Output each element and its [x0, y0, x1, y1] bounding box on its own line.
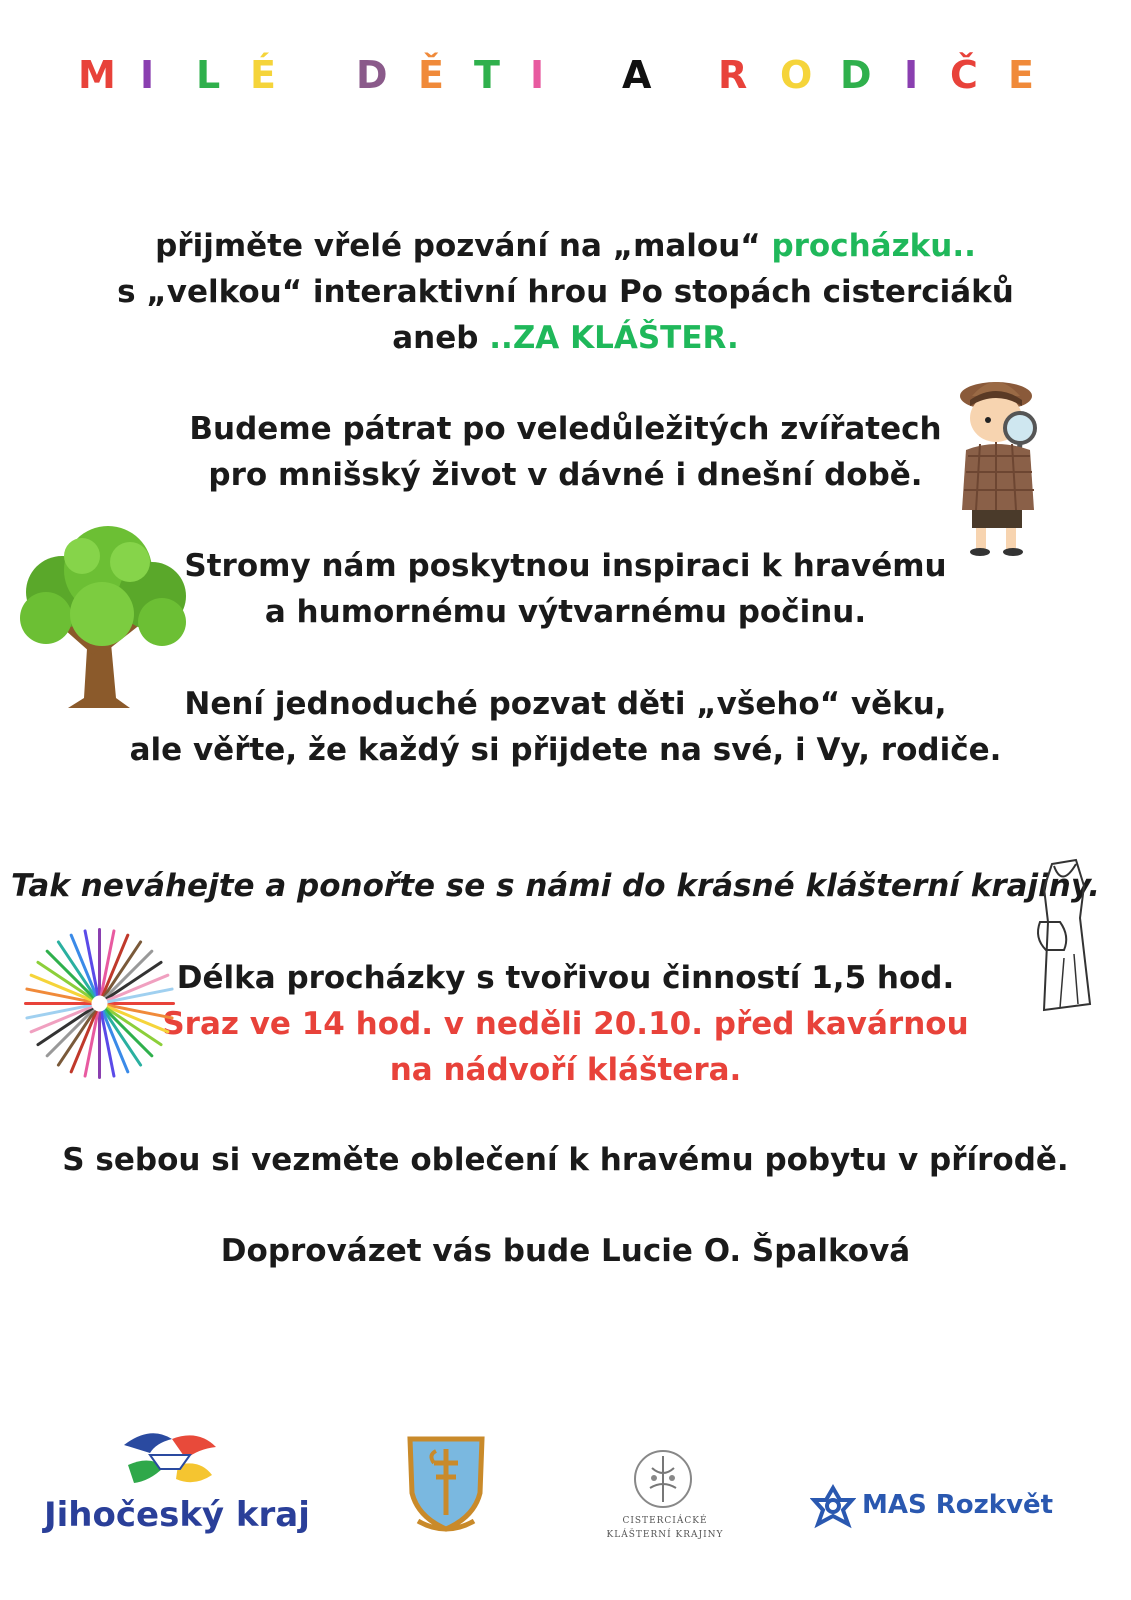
- title-letter: D: [356, 53, 388, 97]
- dive-line: Tak neváhejte a ponořte se s námi do krásné klášterní krajiny.: [10, 868, 1101, 904]
- detective-illustration: [950, 372, 1050, 558]
- invite-line-1b: procházku..: [771, 228, 976, 264]
- pencils-center: [92, 996, 108, 1012]
- jihocesky-kraj-emblem: [120, 1425, 220, 1489]
- clothes-text: [0, 1137, 1131, 1183]
- invite-line-3b: ..ZA KLÁŠTER.: [489, 320, 739, 356]
- tree-illustration: [12, 522, 190, 710]
- title-letter: A: [622, 53, 652, 97]
- title-letter: Č: [950, 53, 978, 97]
- title-letter: T: [474, 53, 500, 97]
- monk-sketch: [1030, 858, 1096, 1016]
- ages-line-1: Není jednoduché pozvat děti „všeho“ věku,: [184, 686, 947, 722]
- meeting-line-2: na nádvoří kláštera.: [389, 1052, 742, 1088]
- cisterciacke-emblem: [632, 1448, 694, 1510]
- title-letter: R: [718, 53, 748, 97]
- guide-line: Doprovázet vás bude Lucie O. Špalková: [220, 1233, 911, 1269]
- mas-rozkvet-label: MAS Rozkvět: [862, 1490, 1054, 1520]
- invitation-text: [0, 223, 1131, 361]
- clothes-line: S sebou si vezměte oblečení k hravému pobytu v přírodě.: [62, 1142, 1069, 1178]
- title-letter: E: [1008, 53, 1034, 97]
- trees-line-1: Stromy nám poskytnou inspiraci k hravému: [184, 548, 947, 584]
- cisterciacke-label-2: KLÁŠTERNÍ KRAJINY: [606, 1530, 724, 1540]
- meeting-line-1: Sraz ve 14 hod. v neděli 20.10. před kavárnou: [162, 1006, 969, 1042]
- animals-line-2: pro mnišský život v dávné i dnešní době.: [208, 457, 923, 493]
- mas-rozkvet-logo: [810, 1484, 1054, 1534]
- jihocesky-kraj-logo: [44, 1425, 314, 1545]
- title-letter: Ě: [418, 53, 444, 97]
- invite-line-2: s „velkou“ interaktivní hrou Po stopách cisterciáků: [117, 274, 1014, 310]
- cisterciacke-krajiny-logo: [600, 1448, 730, 1548]
- title-letter: I: [140, 53, 155, 97]
- title-letter: M: [78, 53, 116, 97]
- colored-pencils-illustration: [22, 926, 177, 1081]
- mas-rozkvet-emblem: [810, 1484, 856, 1530]
- ages-line-2: ale věřte, že každý si přijdete na své, i Vy, rodiče.: [129, 732, 1002, 768]
- page-title: [78, 50, 1058, 100]
- title-letter: O: [780, 53, 813, 97]
- coat-of-arms-emblem: [404, 1433, 488, 1533]
- title-letter: I: [530, 53, 545, 97]
- guide-text: [0, 1228, 1131, 1274]
- animals-line-1: Budeme pátrat po veledůležitých zvířatech: [189, 411, 942, 447]
- title-letter: D: [840, 53, 872, 97]
- jihocesky-kraj-label: Jihočeský kraj: [44, 1495, 310, 1535]
- coat-of-arms-logo: [404, 1433, 488, 1533]
- cisterciacke-label-1: CISTERCIÁCKÉ: [622, 1516, 708, 1526]
- dive-text: [0, 863, 1121, 909]
- title-letter: I: [904, 53, 919, 97]
- invite-line-3a: aneb: [392, 320, 490, 356]
- title-letter: L: [196, 53, 221, 97]
- duration-line: Délka procházky s tvořivou činností 1,5 hod.: [176, 960, 955, 996]
- invite-line-1a: přijměte vřelé pozvání na „malou“: [155, 228, 772, 264]
- trees-line-2: a humornému výtvarnému počinu.: [264, 594, 867, 630]
- title-letter: É: [250, 53, 276, 97]
